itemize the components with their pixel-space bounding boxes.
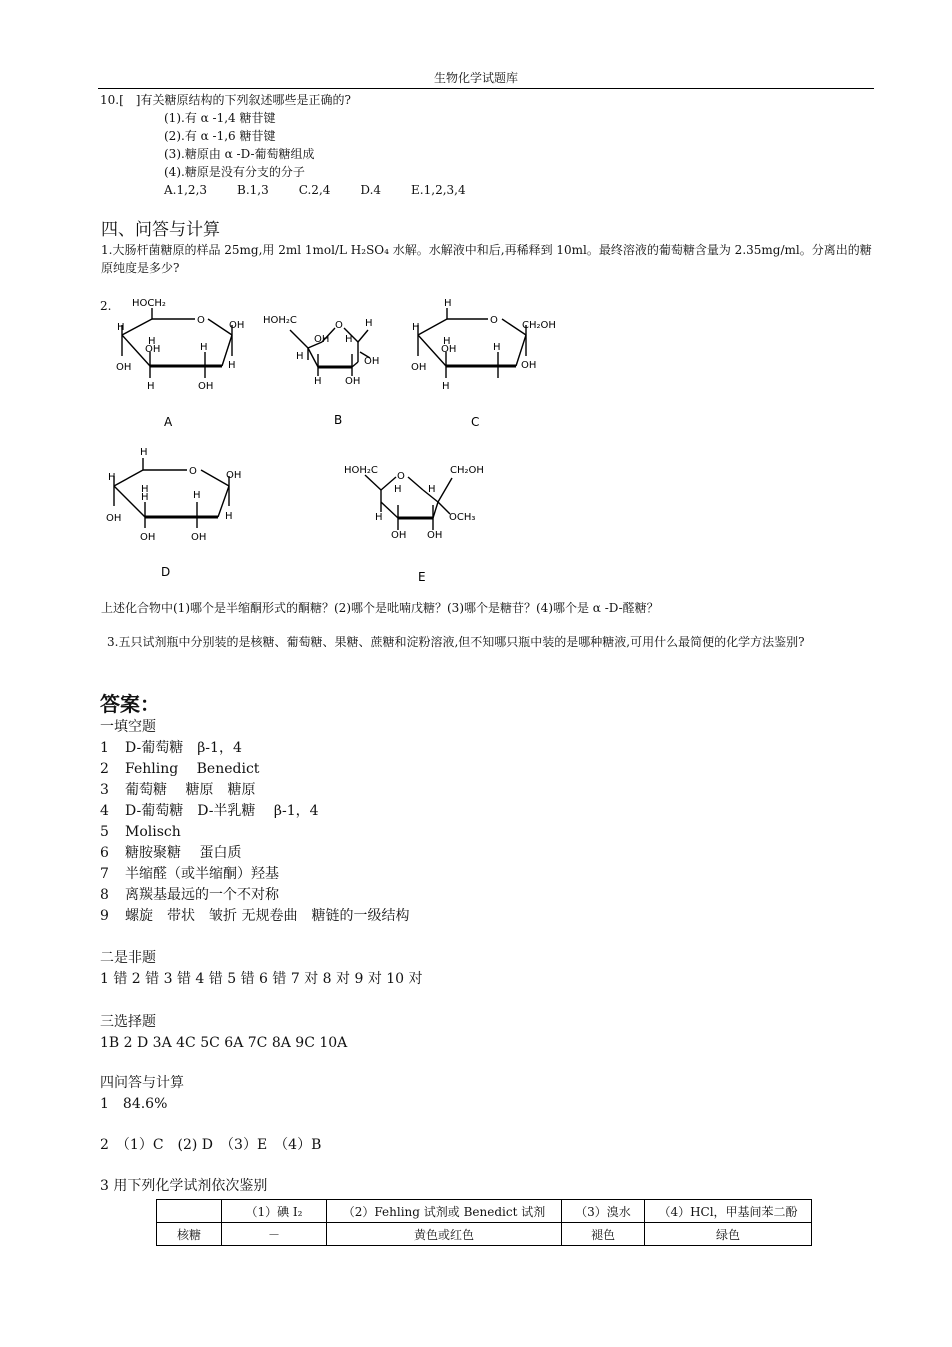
structure-e-och3: OCH₃ <box>449 512 476 523</box>
fill-answer: 葡萄糖 糖原 糖原 <box>125 782 256 798</box>
structure-d-h5: H <box>225 511 233 522</box>
fill-row <box>100 780 409 801</box>
tf-answers: 1 错 2 错 3 错 4 错 5 错 6 错 7 对 8 对 9 对 10 对 <box>100 971 423 987</box>
option-4: (4).糖原是没有分支的分子 <box>164 165 305 179</box>
structure-e-ring-o: O <box>397 471 405 482</box>
structure-d-top: H <box>140 447 148 458</box>
structure-b-h4: H <box>314 376 322 387</box>
structure-a-h1: H <box>117 322 125 333</box>
table-header-cell: （2）Fehling 试剂或 Benedict 试剂 <box>327 1200 562 1223</box>
structure-e-top-right: CH₂OH <box>450 465 484 476</box>
answer-choices <box>100 181 496 199</box>
structure-e-oh1: OH <box>391 530 407 541</box>
structure-e-h2: H <box>428 484 436 495</box>
structure-a-ring-o: O <box>197 315 205 326</box>
structure-c-oh3: OH <box>521 360 537 371</box>
structure-label-b: B <box>334 413 343 427</box>
fill-row <box>100 759 409 780</box>
option-3: (3).糖原由 α -D-葡萄糖组成 <box>164 147 315 161</box>
structure-b-oh2: OH <box>364 356 380 367</box>
structure-label-e: E <box>418 570 426 584</box>
fill-row <box>100 885 409 906</box>
structure-a-h3: H <box>200 342 208 353</box>
structure-b-ring-o: O <box>335 320 343 331</box>
fill-num: 2 <box>100 761 109 777</box>
fill-num: 1 <box>100 740 109 756</box>
choice-a: A.1,2,3 <box>164 183 208 197</box>
structure-label-d: D <box>161 565 171 579</box>
structure-a-h2: H <box>148 336 156 347</box>
fill-num: 4 <box>100 803 109 819</box>
question-10 <box>100 91 496 199</box>
fill-row <box>100 822 409 843</box>
structure-b-h3: H <box>296 351 304 362</box>
structure-b-h1: H <box>345 334 353 345</box>
structure-d-h1: H <box>108 472 116 483</box>
choice-c: C.2,4 <box>298 183 331 197</box>
fill-in-answers <box>100 717 409 927</box>
structure-a-top: HOCH₂ <box>132 298 166 309</box>
structure-c-h4: H <box>442 381 450 392</box>
fill-row <box>100 738 409 759</box>
structure-e-oh2: OH <box>427 530 443 541</box>
fill-row <box>100 801 409 822</box>
structure-c-h2: H <box>443 336 451 347</box>
table-cell: 褪色 <box>562 1223 645 1246</box>
table-cell: 黄色或红色 <box>327 1223 562 1246</box>
fill-row <box>100 906 409 927</box>
qa-answer-2: 2 （1）C (2) D （3）E （4）B <box>100 1137 322 1153</box>
fill-answer: 螺旋 带状 皱折 无规卷曲 糖链的一级结构 <box>125 908 410 924</box>
fill-answer: Molisch <box>125 824 181 840</box>
option-1: (1).有 α -1,4 糖苷键 <box>164 111 276 125</box>
fill-answer: D-葡萄糖 D-半乳糖 β-1，4 <box>125 803 319 819</box>
question-2-text: 上述化合物中(1)哪个是半缩酮形式的酮糖？(2)哪个是吡喃戊糖？(3)哪个是糖苷？(4)哪个是 α -D-醛糖？ <box>101 601 659 615</box>
choice-d: D.4 <box>360 183 382 197</box>
table-header-row <box>157 1200 812 1223</box>
answers-title: 答案： <box>100 692 160 716</box>
structure-a-oh3: OH <box>198 381 214 392</box>
structure-a-right: OH <box>229 320 245 331</box>
qa-answer-1: 1 84.6% <box>100 1096 168 1112</box>
structure-e-h1: H <box>394 484 402 495</box>
option-2: (2).有 α -1,6 糖苷键 <box>164 129 276 143</box>
tf-title: 二是非题 <box>100 950 156 966</box>
structure-c-right: CH₂OH <box>522 320 556 331</box>
fill-num: 8 <box>100 887 109 903</box>
structure-d-ring-o: O <box>189 466 197 477</box>
table-header-cell: （4）HCl，甲基间苯二酚 <box>645 1200 812 1223</box>
structure-e-h3: H <box>375 512 383 523</box>
fill-answer: Fehling Benedict <box>125 761 260 777</box>
fill-num: 3 <box>100 782 109 798</box>
structure-c-h1: H <box>412 322 420 333</box>
qa-answers <box>100 1073 321 1197</box>
fill-num: 9 <box>100 908 109 924</box>
structure-a-oh2: OH <box>116 362 132 373</box>
structure-d-right: OH <box>226 470 242 481</box>
table-header-cell: （1）碘 I₂ <box>222 1200 327 1223</box>
question-3: 3.五只试剂瓶中分别装的是核糖、葡萄糖、果糖、蔗糖和淀粉溶液,但不知哪只瓶中装的是哪种糖液,可用什么最简便的化学方法鉴别? <box>107 635 805 649</box>
fill-answer: 半缩醛（或半缩酮）羟基 <box>125 866 279 882</box>
structure-d-h4: H <box>193 490 201 501</box>
choice-b: B.1,3 <box>237 183 269 197</box>
page-header: 生物化学试题库 <box>433 71 518 85</box>
structure-a-h4: H <box>228 360 236 371</box>
table-cell: － <box>222 1223 327 1246</box>
structure-c-ring-o: O <box>490 315 498 326</box>
structure-e-top-left: HOH₂C <box>344 465 378 476</box>
structure-d-oh1: OH <box>106 513 122 524</box>
fill-answer: 离羰基最远的一个不对称 <box>125 887 279 903</box>
structure-a-oh1: OH <box>145 344 161 355</box>
structure-label-c: C <box>471 415 480 429</box>
fill-row <box>100 864 409 885</box>
structure-b-h2: H <box>365 318 373 329</box>
table-header-cell <box>157 1200 222 1223</box>
sugar-structures-row2 <box>100 440 540 590</box>
structure-b-oh1: OH <box>314 334 330 345</box>
section-title: 四、问答与计算 <box>101 220 220 240</box>
question-1: 1.大肠杆菌糖原的样品 25mg,用 2ml 1mol/L H₂SO₄ 水解。水解液中和后,再稀释到 10ml。最终溶液的葡萄糖含量为 2.35mg/ml。分离出的糖原纯度是多少? <box>101 243 872 275</box>
structure-d-oh2: OH <box>140 532 156 543</box>
table-row <box>157 1223 812 1246</box>
table-cell: 核糖 <box>157 1223 222 1246</box>
structure-a-h5: H <box>147 381 155 392</box>
table-cell: 绿色 <box>645 1223 812 1246</box>
fill-title: 一填空题 <box>100 719 156 735</box>
fill-row <box>100 843 409 864</box>
table-header-cell: （3）溴水 <box>562 1200 645 1223</box>
fill-answer: 糖胺聚糖 蛋白质 <box>125 845 242 861</box>
true-false-answers <box>100 948 423 990</box>
fill-num: 5 <box>100 824 109 840</box>
qa-title: 四问答与计算 <box>100 1075 184 1091</box>
fill-num: 7 <box>100 866 109 882</box>
fill-answer: D-葡萄糖 β-1，4 <box>125 740 242 756</box>
structure-c-top: H <box>444 298 452 309</box>
structure-label-a: A <box>164 415 173 429</box>
question-stem: 10.[ ]有关糖原结构的下列叙述哪些是正确的? <box>100 93 351 107</box>
structure-d-h3: H <box>141 492 149 503</box>
structure-d-h2: H <box>141 484 149 495</box>
structure-b-top-left: HOH₂C <box>263 315 297 326</box>
structure-c-h3: H <box>493 342 501 353</box>
structure-d-oh3: OH <box>191 532 207 543</box>
structure-c-oh1: OH <box>441 344 457 355</box>
question-2-label: 2. <box>100 299 112 313</box>
fill-num: 6 <box>100 845 109 861</box>
header-rule <box>98 88 874 89</box>
multiple-choice-answers <box>100 1012 347 1054</box>
structure-b-oh3: OH <box>345 376 361 387</box>
qa-answer-3: 3 用下列化学试剂依次鉴别 <box>100 1178 268 1194</box>
structure-c-oh2: OH <box>411 362 427 373</box>
choice-e: E.1,2,3,4 <box>411 183 466 197</box>
identification-table <box>156 1199 812 1246</box>
mc-answers: 1B 2 D 3A 4C 5C 6A 7C 8A 9C 10A <box>100 1035 348 1051</box>
mc-title: 三选择题 <box>100 1014 156 1030</box>
